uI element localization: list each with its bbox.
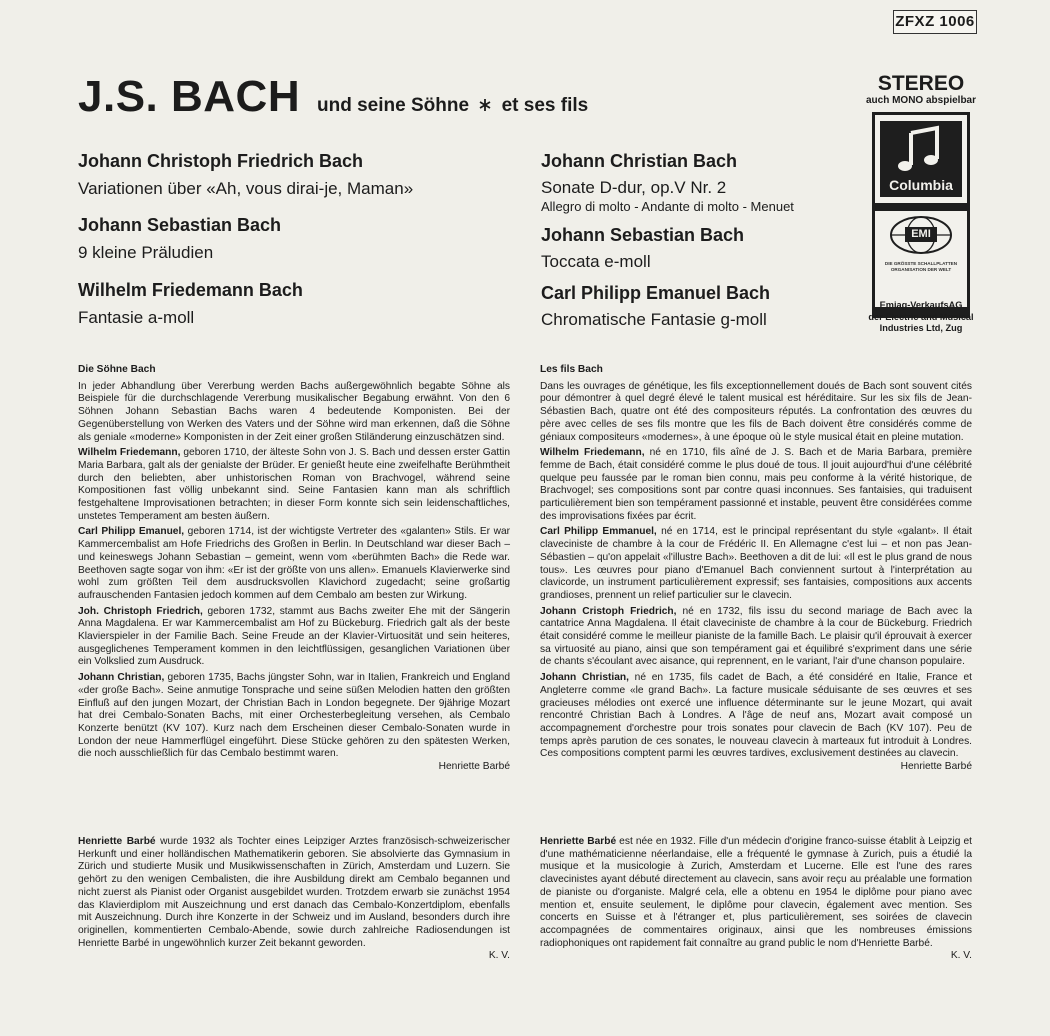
columbia-wordmark: Columbia: [889, 177, 953, 193]
program-work: Sonate D-dur, op.V Nr. 2: [541, 178, 727, 197]
essay-paragraph: [78, 447, 510, 523]
star-icon: [478, 95, 492, 119]
essay-signature: Henriette Barbé: [438, 761, 510, 773]
bio-paragraph: [78, 836, 510, 963]
emi-wordmark: EMI: [911, 228, 931, 240]
program-work: 9 kleine Präludien: [78, 243, 214, 262]
bio-french: [540, 836, 972, 966]
subtitle-fr: et ses fils: [501, 95, 589, 116]
mono-note: auch MONO abspielbar: [865, 95, 977, 106]
essay-text: né en 1735, fils cadet de Bach, a été considéré en Italie, France et Angleterre comme «le grand Bach». La facture musicale séduisante de ses œuvres et ses gracieuses mélodies ont exercé une influence déterminante sur le jeune Mozart, qui avait rencontré Christian Bach à Londres. A l'âge de neuf ans, Mozart avait composé un accompagnement d'orchestre pour trois sonates pour clavecin de Bach (KV 107). Peu de temps après parution de ces sonates, le nouveau clavecin à marteaux fut introduit à Londres. Ces compositions comptent parmi les œuvres tardives, exclusivement destinées au clavecin.: [540, 672, 973, 760]
bio-name: Henriette Barbé: [78, 836, 156, 847]
program-composer: Wilhelm Friedemann Bach: [78, 280, 303, 300]
distributor-line-2: der Electric and Musical: [868, 311, 974, 322]
album-subtitle: [317, 94, 588, 119]
essay-paragraph: [78, 606, 510, 670]
essay-paragraph: [540, 526, 972, 602]
program-work: Variationen über «Ah, vous dirai-je, Maman»: [78, 179, 414, 198]
essay-text: geboren 1735, Bachs jüngster Sohn, war in Italien, Frankreich und England «der große Bach». Seine anmutige Tonsprache und seine süßen Melodien hatten den größten Einfluß auf den jungen Mozart, der Christian Bach in London begegnete. Der 9jährige Mozart hat drei Cembalo-Sonaten Bachs, mit einer Orchesterbegleitung versehen, als Cembalo Konzerte benützt (KV 107). Kurz nach dem Erscheinen dieser Cembalo-Sonaten wurde in London der neue Hammerflügel eingeführt. Diese Stücke gehören zu den spätesten Werken, die noch ausschließlich für das Cembalo bestimmt waren.: [78, 672, 511, 760]
catalog-number: ZFXZ 1006: [893, 10, 977, 34]
essay-name: Wilhelm Friedemann,: [78, 447, 181, 459]
essay-text: geboren 1714, ist der wichtigste Vertreter des «galanten» Stils. Er war Kammercembalist am Hofe Friedrichs des Großen in Berlin. In Deutschland war dieser Bach – und keineswegs Johann Sebastian – gemeint, wenn vom «berühmten Bach» die Rede war. Beethoven sagte sogar von ihm: «Er ist der größte von uns allen». Emanuels Klavierwerke sind wohl zum größten Teil dem ausdrucksvollen Klavichord zugedacht; seine großartig aufrauschenden Fantasien jedoch kommen auf dem Cembalo am besten zur Wirkung.: [78, 526, 511, 601]
emi-logo: [875, 211, 967, 307]
essay-name: Johann Cristoph Friedrich,: [540, 605, 677, 617]
essay-paragraph: [78, 526, 510, 602]
essay-name: Carl Philipp Emmanuel,: [540, 526, 657, 538]
essay-text: geboren 1732, stammt aus Bachs zweiter Ehe mit der Sängerin Anna Magdalena. Er war Kammercembalist am Hof zu Bückeburg. Friedrich galt als der beste Klavierspieler in der Familie Bach. Seine Freude an der Klavier-Virtuosität und sein heiteres, ausgeglichenes Temperament kommen in den leichtflüssigen, gesanglichen Variationen über ein Volkslied zum Ausdruck.: [78, 605, 510, 668]
program-work: Toccata e-moll: [541, 252, 651, 271]
essay-name: Carl Philipp Emanuel,: [78, 526, 185, 538]
program-work: Fantasie a-moll: [78, 308, 195, 327]
essay-text: né en 1732, fils issu du second mariage de Bach avec la cantatrice Anna Magdalena. Il était claveciniste de chambre à la cour de Bückeburg. Friedrich était considéré comme le meilleur pianiste de la famille Bach. Le plaisir qu'il éprouvait à exercer sa virtuosité au piano, ainsi que son tempérament gai et équilibré s'expriment dans une série de chants s'écoulant avec aisance, qui reprennent, en le variant, l'air d'une chanson populaire.: [540, 605, 972, 668]
label-logo-column: [872, 112, 970, 318]
bio-german: [78, 836, 510, 966]
columbia-logo: [875, 115, 967, 203]
bio-paragraph: [540, 836, 972, 963]
essay-paragraph: [540, 447, 972, 523]
distributor-line-3: Industries Ltd, Zug: [879, 323, 963, 333]
program-composer: Johann Sebastian Bach: [541, 225, 745, 245]
subtitle-de: und seine Söhne: [317, 95, 470, 116]
bio-signature: K. V.: [488, 950, 510, 962]
essay-paragraph: Dans les ouvrages de génétique, les fils exceptionnellement doués de Bach sont souvent cités pour démontrer à quel degré élevé le talent musical est héréditaire. Sur les six fils de Jean-Sébastien Bach, quatre ont été des compositeurs réputés. La confrontation des œuvres du père avec celles de ses fils montre que les fils de Bach doivent être considérés comme de géniaux compositeurs «modernes», à une époque où le style musical était en pleine mutation.: [540, 380, 972, 443]
distributor-info: [858, 300, 984, 335]
stereo-label: STEREO: [877, 72, 965, 95]
essay-paragraph: In jeder Abhandlung über Vererbung werden Bachs außergewöhnlich begabte Söhne als Beispiele für die durchschlagende Vererbung musikalischer Begabung erwähnt. Von den 6 Söhnen Johann Sebastian Bachs waren 4 bedeutende Komponisten. Bei der Gegenüberstellung von Werken des Vaters und der Söhne wird man erkennen, daß die Söhne als geniale «moderne» Komponisten in der Zeit einer großen Stiländerung einzuschätzen sind.: [78, 380, 510, 443]
bio-signature: K. V.: [950, 950, 972, 962]
essay-paragraph: [540, 606, 972, 670]
essay-name: Joh. Christoph Friedrich,: [78, 605, 203, 617]
essay-paragraph: [78, 672, 510, 774]
program-composer: Johann Sebastian Bach: [78, 215, 282, 235]
essay-heading: Les fils Bach: [540, 364, 603, 375]
album-title: J.S. BACH: [78, 72, 301, 121]
essay-german: [78, 364, 510, 777]
program-work: Chromatische Fantasie g-moll: [541, 310, 767, 329]
essay-text: né en 1714, est le principal représentant du style «galant». Il était claveciniste de chambre à la cour de Frédéric II. En Allemagne c'est lui – et non pas Jean-Sébastien – qu'on appelait «l'illustre Bach». Beethoven a dit de lui: «Il est le plus grand de nous tous». Les œuvres pour piano d'Emanuel Bach conviennent surtout à l'interprétation au clavicorde, un instrument particulièrement expressif; ses fantaisies, compositions aux accents grandioses, prennent un relief particulier sur le clavecin.: [540, 526, 973, 601]
emi-slogan: DIE GRÖSSTE SCHALLPLATTEN ORGANISATION DER WELT: [884, 261, 958, 272]
essay-text: né en 1710, fils aîné de J. S. Bach et de Maria Barbara, première femme de Bach, était considéré comme le plus doué de tous. Il jouit aujourd'hui d'une célébrité quelque peu faussée par le roman bien connu, mais peu conforme à la vérité historique, de Brachvogel; ses compositions sont par contre quasi inconnues. Ses fantaisies, qui traduisent particulièrement bien son tempérament passionné et instable, peuvent être considérées comme des improvisations fixées par écrit.: [540, 447, 972, 522]
program-composer: Johann Christoph Friedrich Bach: [78, 151, 364, 171]
essay-name: Johann Christian,: [78, 672, 165, 684]
essay-text: geboren 1710, der älteste Sohn von J. S. Bach und dessen erster Gattin Maria Barbara, galt als der genialste der Brüder. Er genießt heute eine zweifelhafte Berühmtheit durch den beliebten, aber unhistorischen Roman von Brachvogel, während seine Kompositionen fast völlig unbekannt sind. Seine Fantasien kann man als schriftlich festgehaltene Improvisationen betrachten; in dieser Form konnte sich sein leidenschaftliches, unstetes Temperament am besten äußern.: [78, 447, 510, 522]
distributor-line-1: Emiag-VerkaufsAG: [879, 300, 963, 310]
program-movements: Allegro di molto - Andante di molto - Menuet: [541, 199, 794, 214]
program-composer: Carl Philipp Emanuel Bach: [541, 283, 771, 303]
essay-signature: Henriette Barbé: [900, 761, 972, 773]
essay-heading: Die Söhne Bach: [78, 364, 156, 375]
essay-name: Johann Christian,: [540, 672, 629, 684]
bio-text: wurde 1932 als Tochter eines Leipziger Arztes französisch-schweizerischer Herkunft und einer holländischen Mathematikerin geboren. Sie absolvierte das Gymnasium in Zürich und studierte Musik und Musikwissenschaften in Zürich, Amsterdam und Luzern. Sie gehört zu den wenigen Cembalisten, die ihre Ausbildung direkt am Cembalo begannen und nicht zuerst als Pianist oder Organist ausgebildet wurden. Trotzdem erwarb sie zunächst 1954 das Klavierdiplom mit Auszeichnung und erst danach das Cembalo-Konzertdiplom, ebenfalls mit Auszeichnung. Durch ihre Konzerte in der Schweiz und im Ausland, besonders durch ihre originellen, kommentierten Cembalo-Abende, sowie durch zahlreiche Radiosendungen ist Henriette Barbé in ungewöhnlich kurzer Zeit bekannt geworden.: [78, 836, 511, 949]
essay-paragraph: [540, 672, 972, 774]
essay-french: [540, 364, 972, 777]
program-composer: Johann Christian Bach: [541, 151, 738, 171]
bio-text: est née en 1932. Fille d'un médecin d'origine franco-suisse établit à Leipzig et d'une mathématicienne néerlandaise, elle a fréquenté le gymnase à Zurich, puis a étudié la musique et la musicologie à Zurich, Amsterdam et Lucerne. Elle est l'une des rares clavecinistes ayant débuté directement au clavecin, sans avoir reçu au préalable une formation de pianiste ou d'organiste. Malgré cela, elle a obtenu en 1954 le diplôme pour piano avec mention et, ensuite seulement, le diplôme pour clavecin, également avec mention. Ses concerts en Suisse et à l'étranger et, plus particulièrement, ses soirées de clavecin accompagnées de commentaires originaux, ainsi que les nombreuses émissions radiophoniques ont rapidement fait connaître au grand public le nom d'Henriette Barbé.: [540, 836, 972, 949]
essay-name: Wilhelm Friedemann,: [540, 447, 645, 459]
bio-name: Henriette Barbé: [540, 836, 617, 847]
